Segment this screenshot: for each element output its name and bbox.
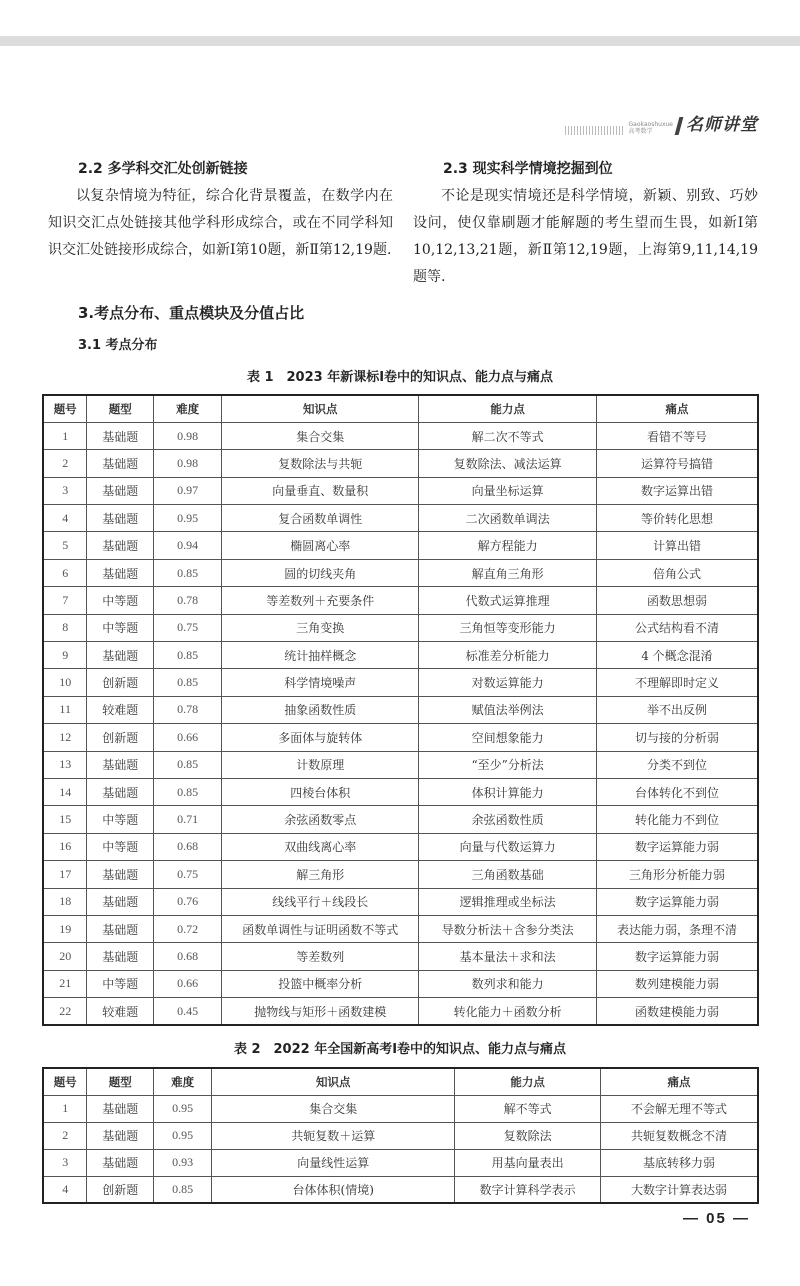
table1-cell: 函数建模能力弱 [596,998,758,1025]
table2-cell: 共轭复数＋运算 [212,1122,455,1149]
table1-header-cell: 难度 [154,395,222,422]
table1 [42,394,759,1026]
table1-cell: 抽象函数性质 [222,696,419,723]
table1-row [43,559,758,586]
top-gray-bar [0,36,800,46]
table1-cell: 分类不到位 [596,751,758,778]
table1-cell: 看错不等号 [596,422,758,449]
table1-cell: 举不出反例 [596,696,758,723]
table1-caption: 表 1 2023 年新课标Ⅰ卷中的知识点、能力点与痛点 [246,370,554,385]
table1-cell: 三角变换 [222,614,419,641]
table1-cell: 0.66 [154,724,222,751]
table2-header-cell: 题号 [43,1068,87,1095]
table1-cell: 向量垂直、数量积 [222,477,419,504]
table1-cell: 转化能力＋函数分析 [419,998,596,1025]
table2-header-cell: 题型 [87,1068,154,1095]
table1-cell: 11 [43,696,87,723]
table2-cell: 共轭复数概念不清 [600,1122,758,1149]
table1-row [43,422,758,449]
table2-cell: 向量线性运算 [212,1149,455,1176]
table2-header-row [43,1068,758,1095]
table1-cell: 10 [43,669,87,696]
table2-cell: 3 [43,1149,87,1176]
table1-cell: 中等题 [87,614,154,641]
table1-cell: 1 [43,422,87,449]
table1-cell: 基础题 [87,915,154,942]
table1-cell: 基础题 [87,642,154,669]
table1-row [43,587,758,614]
table2-cell: 基础题 [87,1095,154,1122]
table1-cell: 19 [43,915,87,942]
table1-cell: 5 [43,532,87,559]
table1-header-row [43,395,758,422]
table1-header-cell: 知识点 [222,395,419,422]
table1-cell: 13 [43,751,87,778]
table1-cell: 18 [43,888,87,915]
table1-cell: 运算符号搞错 [596,450,758,477]
table1-cell: 数字运算能力弱 [596,833,758,860]
table1-cell: 基础题 [87,422,154,449]
table1-cell: 四棱台体积 [222,778,419,805]
section-3-1-title: 3.1 考点分布 [78,338,158,353]
table1-cell: 倍角公式 [596,559,758,586]
table1-cell: 数列建模能力弱 [596,970,758,997]
table1-cell: 0.98 [154,450,222,477]
brand-title: 名师讲堂 [686,115,758,135]
table1-header-cell: 能力点 [419,395,596,422]
table1-cell: 椭圆离心率 [222,532,419,559]
table1-row [43,915,758,942]
table1-cell: 0.71 [154,806,222,833]
table1-row [43,614,758,641]
table2-row [43,1149,758,1176]
brand-small-bottom: 高考数学 [628,128,653,135]
table1-cell: 22 [43,998,87,1025]
table2-row [43,1122,758,1149]
table1-row [43,696,758,723]
table1-row [43,642,758,669]
table2-cell: 基础题 [87,1122,154,1149]
table1-cell: 中等题 [87,587,154,614]
table1-cell: 基本量法＋求和法 [419,943,596,970]
table1-cell: 0.78 [154,696,222,723]
table1-cell: 中等题 [87,806,154,833]
table1-cell: 三角形分析能力弱 [596,861,758,888]
table1-row [43,888,758,915]
table1-cell: 三角恒等变形能力 [419,614,596,641]
table1-cell: 16 [43,833,87,860]
table1-cell: 基础题 [87,450,154,477]
table1-cell: 基础题 [87,943,154,970]
table1-cell: 函数思想弱 [596,587,758,614]
section-2-2-title: 2.2 多学科交汇处创新链接 [78,161,248,177]
table2-cell: 基底转移力弱 [600,1149,758,1176]
section-2-2 [48,158,393,264]
table1-row [43,833,758,860]
table1-cell: 3 [43,477,87,504]
table2-cell: 1 [43,1095,87,1122]
page-number: — 05 — [682,1210,750,1227]
table1-cell: 20 [43,943,87,970]
table1-cell: 解二次不等式 [419,422,596,449]
table1-cell: 赋值法举例法 [419,696,596,723]
table1-cell: 较难题 [87,696,154,723]
table1-cell: 解三角形 [222,861,419,888]
table1-cell: 集合交集 [222,422,419,449]
table1-cell: 切与接的分析弱 [596,724,758,751]
table1-cell: 创新题 [87,724,154,751]
table1-cell: 0.85 [154,669,222,696]
table2-cell: 0.85 [154,1176,212,1203]
table2-row [43,1095,758,1122]
table1-cell: 对数运算能力 [419,669,596,696]
table1-cell: 数字运算出错 [596,477,758,504]
table1-row [43,505,758,532]
table1-cell: 线线平行＋线段长 [222,888,419,915]
table2-caption: 表 2 2022 年全国新高考Ⅰ卷中的知识点、能力点与痛点 [233,1042,567,1057]
table2-cell: 2 [43,1122,87,1149]
table1-cell: 中等题 [87,970,154,997]
table1-cell: 6 [43,559,87,586]
table1-cell: 向量坐标运算 [419,477,596,504]
table1-cell: 数字运算能力弱 [596,943,758,970]
table1-cell: 计算出错 [596,532,758,559]
table1-cell: 向量与代数运算力 [419,833,596,860]
table2-header-cell: 难度 [154,1068,212,1095]
table2-row [43,1176,758,1203]
table2-cell: 0.95 [154,1122,212,1149]
table1-cell: 0.72 [154,915,222,942]
table1-cell: 0.68 [154,833,222,860]
table2-header-cell: 痛点 [600,1068,758,1095]
section-2-3 [413,158,758,291]
table1-cell: 科学情境噪声 [222,669,419,696]
table1-cell: 抛物线与矩形＋函数建模 [222,998,419,1025]
table1-cell: 等差数列＋充要条件 [222,587,419,614]
table2-cell: 创新题 [87,1176,154,1203]
table1-cell: 0.85 [154,778,222,805]
table1-cell: 计数原理 [222,751,419,778]
table2-cell: 基础题 [87,1149,154,1176]
table1-row [43,450,758,477]
table1-cell: 三角函数基础 [419,861,596,888]
table2-header-cell: 能力点 [455,1068,601,1095]
brand-decorative-lines [565,126,625,135]
table1-cell: 0.68 [154,943,222,970]
table1-cell: 中等题 [87,833,154,860]
table1-row [43,778,758,805]
table2-cell: 复数除法 [455,1122,601,1149]
table1-header-cell: 题号 [43,395,87,422]
table1-cell: 0.75 [154,861,222,888]
table1-cell: 17 [43,861,87,888]
table1-cell: 空间想象能力 [419,724,596,751]
table1-cell: 0.66 [154,970,222,997]
table1-cell: 2 [43,450,87,477]
table1-cell: 函数单调性与证明函数不等式 [222,915,419,942]
brand-small-top: Gaokaoshuxue [628,121,673,128]
table2-cell: 用基向量表出 [455,1149,601,1176]
table1-cell: 0.95 [154,505,222,532]
table1-cell: 基础题 [87,532,154,559]
section-3-title: 3.考点分布、重点模块及分值占比 [78,304,305,322]
table1-cell: 导数分析法＋含参分类法 [419,915,596,942]
table1-cell: 表达能力弱，条理不清 [596,915,758,942]
table1-header-cell: 题型 [87,395,154,422]
table1-cell: 基础题 [87,751,154,778]
table1-cell: 基础题 [87,778,154,805]
table1-cell: 双曲线离心率 [222,833,419,860]
table1-cell: 4 个概念混淆 [596,642,758,669]
table2-cell: 0.95 [154,1095,212,1122]
table2-cell: 大数字计算表达弱 [600,1176,758,1203]
table1-cell: 等价转化思想 [596,505,758,532]
table1-cell: 0.45 [154,998,222,1025]
table1-cell: 逻辑推理或坐标法 [419,888,596,915]
table1-cell: 圆的切线夹角 [222,559,419,586]
table1-cell: 数列求和能力 [419,970,596,997]
table1-row [43,806,758,833]
table2-cell: 集合交集 [212,1095,455,1122]
table1-cell: 21 [43,970,87,997]
table1-cell: 公式结构看不清 [596,614,758,641]
table1-row [43,669,758,696]
table1-cell: 复数除法与共轭 [222,450,419,477]
table1-cell: 4 [43,505,87,532]
table1-cell: 14 [43,778,87,805]
table1-row [43,724,758,751]
table1-cell: 0.85 [154,751,222,778]
table1-cell: 余弦函数性质 [419,806,596,833]
table1-cell: 二次函数单调法 [419,505,596,532]
table1-cell: 基础题 [87,505,154,532]
table1-cell: 数字运算能力弱 [596,888,758,915]
brand-small-text [629,121,674,135]
table1-cell: 0.98 [154,422,222,449]
table1-cell: 较难题 [87,998,154,1025]
table1-row [43,998,758,1025]
table1-cell: 0.75 [154,614,222,641]
table1-row [43,477,758,504]
table1-cell: 0.85 [154,642,222,669]
table1-row [43,751,758,778]
table1-cell: 7 [43,587,87,614]
table1-cell: 余弦函数零点 [222,806,419,833]
table2-cell: 台体体积(情境) [212,1176,455,1203]
table1-cell: 体积计算能力 [419,778,596,805]
table1-row [43,532,758,559]
table1-row [43,970,758,997]
table1-cell: 12 [43,724,87,751]
table1-cell: 创新题 [87,669,154,696]
table2 [42,1067,759,1204]
table1-cell: 基础题 [87,477,154,504]
table1-cell: 0.97 [154,477,222,504]
table2-cell: 0.93 [154,1149,212,1176]
table1-cell: 0.76 [154,888,222,915]
table1-cell: 8 [43,614,87,641]
table2-header-cell: 知识点 [212,1068,455,1095]
table1-cell: 0.94 [154,532,222,559]
table1-cell: 统计抽样概念 [222,642,419,669]
section-2-2-text: 以复杂情境为特征，综合化背景覆盖，在数学内在知识交汇点处链接其他学科形成综合，或在不同学科知识交汇处链接形成综合，如新Ⅰ第10题，新Ⅱ第12,19题. [48,188,393,258]
table1-row [43,943,758,970]
table1-cell: “至少”分析法 [419,751,596,778]
table1-cell: 基础题 [87,559,154,586]
section-2-3-text: 不论是现实情境还是科学情境，新颖、别致、巧妙设问，使仅靠刷题才能解题的考生望而生畏，如新Ⅰ第10,12,13,21题，新Ⅱ第12,19题，上海第9,11,14,19题等. [413,188,758,285]
table1-cell: 等差数列 [222,943,419,970]
table2-cell: 4 [43,1176,87,1203]
header-brand [565,110,759,135]
table2-cell: 解不等式 [455,1095,601,1122]
table1-cell: 解直角三角形 [419,559,596,586]
table1-cell: 复数除法、减法运算 [419,450,596,477]
table1-cell: 基础题 [87,888,154,915]
table1-cell: 9 [43,642,87,669]
table1-row [43,861,758,888]
table1-cell: 0.78 [154,587,222,614]
table1-cell: 标准差分析能力 [419,642,596,669]
table2-cell: 不会解无理不等式 [600,1095,758,1122]
table1-cell: 基础题 [87,861,154,888]
table1-cell: 代数式运算推理 [419,587,596,614]
table1-cell: 15 [43,806,87,833]
table1-cell: 投篮中概率分析 [222,970,419,997]
table1-cell: 不理解即时定义 [596,669,758,696]
section-2-3-title: 2.3 现实科学情境挖掘到位 [443,161,613,177]
table1-cell: 0.85 [154,559,222,586]
table1-cell: 解方程能力 [419,532,596,559]
table1-cell: 多面体与旋转体 [222,724,419,751]
table1-cell: 复合函数单调性 [222,505,419,532]
brand-slash-mark [675,117,684,135]
table1-header-cell: 痛点 [596,395,758,422]
table2-cell: 数字计算科学表示 [455,1176,601,1203]
table1-cell: 台体转化不到位 [596,778,758,805]
table1-cell: 转化能力不到位 [596,806,758,833]
